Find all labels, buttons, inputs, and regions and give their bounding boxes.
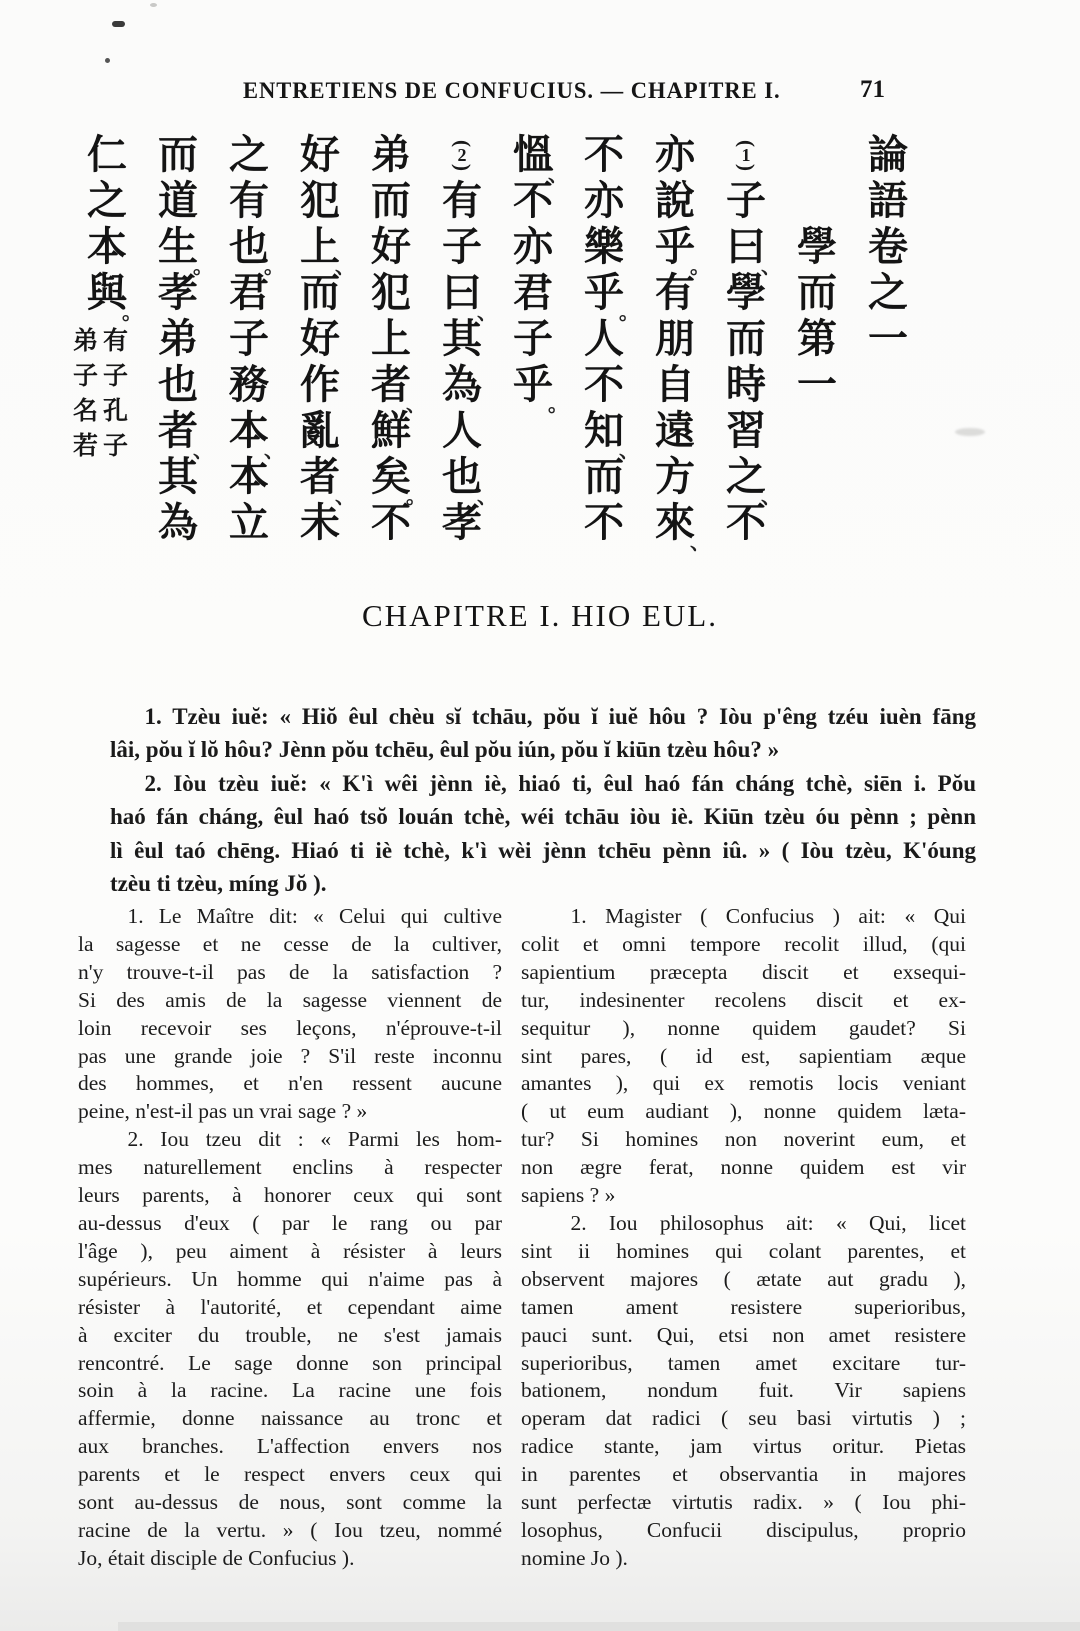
chinese-character: 亂 (300, 408, 340, 453)
chinese-character: 道 (158, 178, 198, 223)
text-line: la sagesse et ne cesse de la cultiver, (78, 931, 502, 956)
chinese-character: 而 (158, 132, 198, 177)
chinese-inline-note (72, 324, 129, 464)
text-line: aux branches. L'affection envers nos (78, 1434, 502, 1459)
chinese-column (227, 132, 284, 546)
chinese-character: 其 (442, 316, 482, 361)
chinese-character: 第 (797, 316, 837, 361)
text-line: pauci sunt. Qui, etsi non amet resistere (521, 1322, 966, 1347)
chinese-character: 之 (229, 132, 269, 177)
text-line: amantes ), qui ex remotis locis veniant (521, 1071, 966, 1096)
chinese-character: 作 (300, 362, 340, 407)
chinese-character: 不 (584, 362, 624, 407)
chinese-character: 慍 、 (513, 132, 568, 186)
chinese-character: 好 (371, 224, 411, 269)
chinese-punctuation: 、 (335, 256, 355, 278)
chinese-character: 上 (371, 316, 411, 361)
chinese-column (156, 132, 213, 546)
chinese-character: 矣 。 (371, 454, 426, 508)
text-line: 1. Tzèu iuĕ: « Hiŏ êul chèu sĭ tchāu, pŏu ĭ iuĕ hôu ? Iòu p'êng tzéu iuèn fāng (144, 704, 976, 729)
note-mini-column: 弟 子 名 若 (72, 328, 98, 460)
text-line: operam dat radici ( seu basi virtutis ) ; (521, 1406, 966, 1431)
text-line: Si des amis de la sagesse viennent de (78, 987, 502, 1012)
text-line: sapiens ? » (521, 1183, 616, 1208)
chinese-character: 弟 (371, 132, 411, 177)
chinese-character: 為 (158, 500, 198, 545)
chinese-character: 犯 (371, 270, 411, 315)
chinese-column (298, 132, 355, 546)
text-line: loin recevoir ses leçons, n'éprouve-t-il (78, 1015, 502, 1040)
text-line: peine, n'est-il pas un vrai sage ? » (78, 1099, 368, 1124)
text-line: au-dessus d'eux ( par le rang ou par (78, 1210, 502, 1235)
paragraph (78, 903, 502, 1126)
text-line: sont au-dessus de nous, sont comme la (78, 1490, 502, 1515)
chinese-character: 孝 (442, 500, 482, 545)
text-line: rencontré. Le sage donne son principal (78, 1350, 502, 1375)
chinese-character: 卷 (868, 224, 908, 269)
chinese-character: 之 (868, 270, 908, 315)
chinese-character: 務 (229, 362, 269, 407)
chinese-character: 學 (726, 270, 766, 315)
chinese-punctuation: 、 (193, 440, 213, 462)
chinese-punctuation: 。 (548, 394, 568, 416)
text-line: sunt perfectæ virtutis radix. » ( Iou phi- (521, 1490, 966, 1515)
paragraph (78, 1126, 502, 1573)
text-line: 2. Iou philosophus ait: « Qui, licet (570, 1210, 966, 1235)
chinese-character: 學 (797, 224, 837, 269)
page-number: 71 (860, 76, 885, 103)
chinese-punctuation: 。 (122, 302, 142, 324)
chinese-character: 論 (868, 132, 908, 177)
text-line: bationem, nondum fuit. Vir sapiens (521, 1378, 966, 1403)
chinese-character: 說 (655, 178, 695, 223)
chinese-column (511, 132, 568, 546)
chinese-character: 而 (584, 454, 624, 499)
chinese-punctuation: 、 (264, 440, 284, 462)
chinese-character: 好 (300, 132, 340, 177)
paragraph (110, 767, 976, 901)
chinese-character: 自 (655, 362, 695, 407)
text-line: tamen ament resistere superioribus, (521, 1294, 966, 1319)
chinese-character: 習 (726, 408, 766, 453)
chinese-character: 有 (442, 178, 482, 223)
chinese-punctuation: 。 (193, 256, 213, 278)
chinese-character: 鮮 (371, 408, 411, 453)
french-translation-column (78, 903, 502, 1573)
chinese-punctuation: 、 (477, 302, 497, 324)
chinese-punctuation: 。 (264, 256, 284, 278)
chinese-text-block (72, 132, 910, 554)
text-line: non ægre ferat, nonne quidem est vir (521, 1155, 966, 1180)
chinese-punctuation: 。 (690, 256, 710, 278)
text-line: tzèu ti tzèu, míng Jŏ ). (110, 871, 327, 897)
chinese-character: 亦 (584, 178, 624, 223)
chinese-character: 不 (371, 500, 411, 545)
chinese-column (440, 132, 497, 546)
chinese-character: 不 (513, 178, 553, 223)
chinese-character: 曰 、 (726, 224, 781, 278)
text-line: superioribus, tamen amet excitare tur- (521, 1350, 966, 1375)
text-line: nomine Jo ). (521, 1545, 628, 1570)
text-line: haó fán cháng, êul haó tsŏ louán tchè, wéi tchāu iòu iè. Kiūn tzèu óu pènn ; pènn (110, 804, 976, 830)
chinese-punctuation: 、 (761, 256, 781, 278)
chinese-character: 子 (726, 178, 766, 223)
chinese-character: 而 (300, 270, 340, 315)
chinese-character: 者 、 (371, 362, 426, 416)
chinese-character: 而 (371, 178, 411, 223)
chinese-column (724, 132, 781, 546)
scan-speck (105, 58, 110, 63)
paragraph (521, 1210, 966, 1573)
chinese-character: 有 (229, 178, 269, 223)
chinese-character: 人 (584, 316, 624, 361)
text-line: racine de la vertu. » ( Iou tzeu, nommé (78, 1517, 502, 1542)
chinese-punctuation: 。 (406, 486, 426, 508)
text-line: leurs parents, à honorer ceux qui sont (78, 1183, 502, 1208)
chinese-column (369, 132, 426, 546)
note-mini-column: 有 子 孔 子 (102, 328, 128, 460)
paragraph (521, 903, 966, 1210)
chinese-punctuation: 、 (335, 486, 355, 508)
chinese-punctuation: 、 (619, 440, 639, 462)
chinese-character: 樂 (584, 224, 624, 269)
chinese-character: 者 、 (300, 454, 355, 508)
text-line: résister à l'autorité, et cependant aime (78, 1294, 502, 1319)
chinese-character: 之 、 (726, 454, 781, 508)
text-line: sint ii homines qui colant parentes, et (521, 1238, 966, 1263)
scan-speck (150, 3, 157, 7)
romanized-transcription (110, 700, 976, 900)
chinese-character: 弟 (158, 316, 198, 361)
chinese-character: 朋 (655, 316, 695, 361)
text-line: 1. Le Maître dit: « Celui qui cultive (127, 904, 502, 928)
chinese-character: 乎 。 (584, 270, 639, 324)
text-line: n'y trouve-t-il pas de la satisfaction ? (78, 959, 502, 984)
text-line: observent majores ( ætate aut gradu ), (521, 1266, 966, 1291)
text-line: Jo, était disciple de Confucius ). (78, 1545, 355, 1570)
chinese-column (653, 132, 710, 554)
chinese-character: 者 、 (158, 408, 213, 462)
text-line: affermie, donne naissance au tronc et (78, 1406, 502, 1431)
verse-number-marker: ( 2 ) (450, 139, 475, 171)
chinese-punctuation: 、 (761, 486, 781, 508)
text-line: ( ut eum audiant ), nonne quidem læta- (521, 1099, 966, 1124)
chinese-punctuation: 、 (477, 486, 497, 508)
text-line: soin à la racine. La racine une fois (78, 1378, 502, 1403)
chapter-title: CHAPITRE I. HIO EUL. (362, 598, 718, 633)
chinese-character: 一 (868, 316, 908, 361)
chinese-character: 不 (584, 132, 624, 177)
text-line: in parentes et observantia in majores (521, 1462, 966, 1487)
running-header (0, 78, 1080, 108)
text-line: à exciter du trouble, ne s'est jamais (78, 1322, 502, 1347)
chinese-column (795, 224, 839, 546)
chinese-character: 亦 (655, 132, 695, 177)
text-line: 2. Iou tzeu dit : « Parmi les hom- (127, 1127, 502, 1152)
chinese-character: 亦 (513, 224, 553, 269)
text-line: lâi, pŏu ĭ lŏ hôu? Jènn pŏu tchēu, êul pŏu iún, pŏu ĭ kiūn tzèu hôu? » (110, 737, 780, 763)
chinese-character: 有 (655, 270, 695, 315)
chinese-character: 人 (442, 408, 482, 453)
text-line: losophus, Confucii discipulus, proprio (521, 1517, 966, 1542)
chinese-character: 方 (655, 454, 695, 499)
chinese-character: 不 (726, 500, 766, 545)
chinese-character: 時 (726, 362, 766, 407)
chinese-character: 乎 。 (655, 224, 710, 278)
text-line: lì êul taó chēng. Hiaó ti iè tchè, k'ì wèi jènn tchēu pènn iû. » ( Iòu tzèu, K'óung (110, 837, 976, 863)
verse-number-marker: ( 1 ) (734, 139, 759, 171)
chinese-character: 乎 。 (513, 362, 568, 416)
chinese-character: 未 (300, 500, 340, 545)
chinese-character: 知 、 (584, 408, 639, 462)
chinese-character: 立 (229, 500, 269, 545)
chinese-character: 來 、 (655, 500, 710, 554)
text-line: pas une grande joie ? S'il reste inconnu (78, 1043, 502, 1068)
chinese-character: 也 。 (229, 224, 284, 278)
chinese-character: 也 (158, 362, 198, 407)
latin-translation-column (521, 903, 966, 1573)
chinese-character: 君 (229, 270, 269, 315)
text-line: 1. Magister ( Confucius ) ait: « Qui (570, 904, 966, 928)
text-line: radice stante, jam virtus oritur. Pietas (521, 1434, 966, 1459)
chinese-character: 本 、 (229, 408, 284, 462)
chinese-character: 子 (513, 316, 553, 361)
text-line: tur, indesinenter recolens discit et ex- (521, 987, 966, 1012)
chinese-column (866, 132, 910, 546)
chinese-character: 為 (442, 362, 482, 407)
chinese-character: 而 (797, 270, 837, 315)
chinese-character: 犯 (300, 178, 340, 223)
chinese-character: 好 (300, 316, 340, 361)
text-line: colit et omni tempore recolit illud, (qui (521, 931, 966, 956)
chinese-character: 一 (797, 362, 837, 407)
chinese-column (72, 132, 142, 546)
chinese-character: 仁 (87, 132, 127, 177)
chinese-character: 與 。 (87, 270, 142, 324)
chinese-punctuation: 、 (690, 532, 710, 554)
text-line: mes naturellement enclins à respecter (78, 1155, 502, 1180)
chinese-character: 其 (158, 454, 198, 499)
chinese-character: 語 (868, 178, 908, 223)
text-line: 2. Iòu tzèu iuĕ: « K'ì wêi jènn iè, hiaó ti, êul haó fán cháng tchè, siēn i. Pŏu (144, 770, 976, 796)
text-line: sequitur ), nonne quidem gaudet? Si (521, 1015, 966, 1040)
chinese-character: 而 (726, 316, 766, 361)
text-line: tur? Si homines non noverint eum, et (521, 1127, 966, 1152)
chinese-punctuation: 。 (619, 302, 639, 324)
text-line: l'âge ), peu aiment à résister à leurs (78, 1238, 502, 1263)
chinese-character: 子 (442, 224, 482, 269)
chinese-character: 曰 、 (442, 270, 497, 324)
chinese-punctuation: 、 (548, 164, 568, 186)
text-line: sint pares, ( id est, sapientiam æque (521, 1043, 966, 1068)
chinese-character: 上 、 (300, 224, 355, 278)
chinese-character: 君 (513, 270, 553, 315)
scan-speck (112, 21, 125, 27)
scan-smudge (955, 428, 985, 436)
chinese-character: 不 (584, 500, 624, 545)
text-line: supérieurs. Un homme qui n'aime pas à (78, 1266, 502, 1291)
chinese-character: 之 (87, 178, 127, 223)
text-line: parents et le respect envers ceux qui (78, 1462, 502, 1487)
chinese-punctuation: 、 (406, 394, 426, 416)
text-line: des hommes, et n'en ressent aucune (78, 1071, 502, 1096)
text-line: sapientium præcepta discit et exsequi- (521, 959, 966, 984)
chinese-character: 本 (87, 224, 127, 269)
running-header-title: ENTRETIENS DE CONFUCIUS. — CHAPITRE I. (243, 78, 781, 103)
chinese-character: 本 (229, 454, 269, 499)
chinese-character: 生 。 (158, 224, 213, 278)
chinese-character: 遠 (655, 408, 695, 453)
chinese-character: 孝 (158, 270, 198, 315)
paragraph (110, 700, 976, 767)
chinese-character: 子 (229, 316, 269, 361)
scan-bottom-shadow (118, 1622, 1080, 1631)
chinese-character: 也 、 (442, 454, 497, 508)
chinese-column (582, 132, 639, 546)
